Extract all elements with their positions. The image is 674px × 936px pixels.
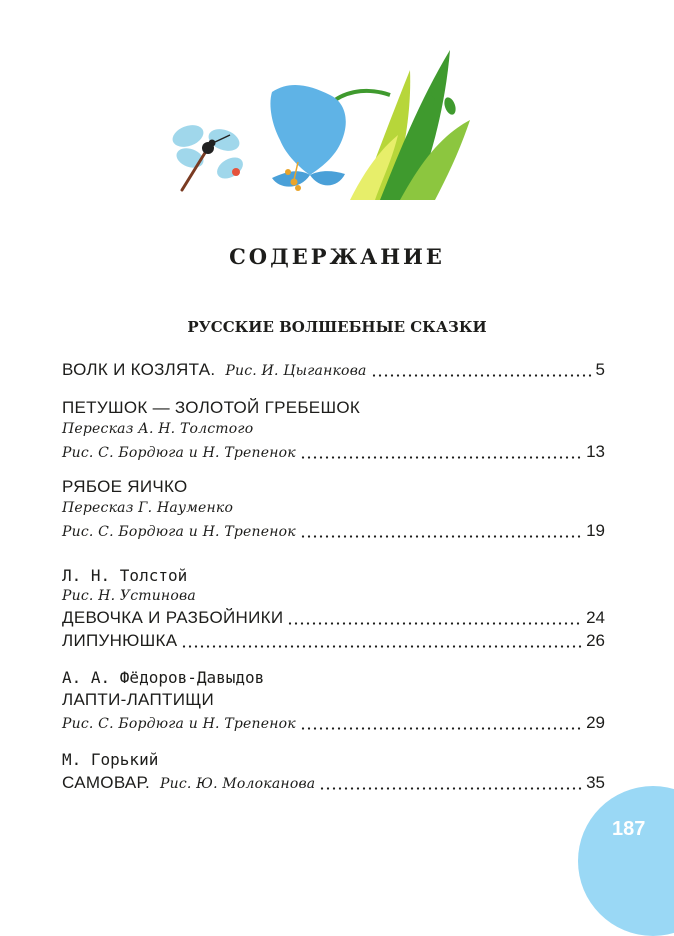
toc-entry-petushok-illus[interactable] (62, 442, 605, 464)
entry-illustrator: Рис. С. Бордюга и Н. Трепенок (62, 445, 296, 461)
entry-author: М. Горький (62, 750, 159, 769)
entry-page: 19 (586, 521, 605, 540)
dot-leader (300, 456, 582, 459)
toc-author-tolstoy (62, 566, 605, 588)
dot-leader (287, 622, 582, 625)
toc-entry-lapti-title[interactable] (62, 690, 605, 712)
entry-title: ПЕТУШОК — ЗОЛОТОЙ ГРЕБЕШОК (62, 398, 361, 417)
dot-leader (181, 645, 582, 648)
toc-entry-ryaboe-reteller (62, 500, 605, 522)
entry-title: ЛИПУНЮШКА (62, 631, 178, 650)
contents-heading: СОДЕРЖАНИЕ (229, 244, 445, 269)
entry-page: 29 (586, 713, 605, 732)
dragonfly-icon (170, 121, 247, 190)
grass-icon (350, 50, 470, 200)
dot-leader (319, 787, 582, 790)
toc-entry-devochka[interactable] (62, 608, 605, 630)
dot-leader (300, 535, 582, 538)
entry-page: 35 (586, 773, 605, 792)
toc-entry-lapti-illus[interactable] (62, 713, 605, 735)
toc-entry-volk[interactable] (62, 360, 605, 382)
entry-title: САМОВАР. (62, 773, 150, 792)
entry-author: А. А. Фёдоров-Давыдов (62, 668, 265, 687)
entry-reteller: Пересказ Г. Науменко (62, 500, 234, 516)
entry-author: Л. Н. Толстой (62, 566, 188, 585)
toc-entry-petushok-title[interactable] (62, 398, 605, 420)
entry-illustrator: Рис. С. Бордюга и Н. Трепенок (62, 524, 296, 540)
entry-title: РЯБОЕ ЯИЧКО (62, 477, 188, 496)
dot-leader (300, 727, 582, 730)
entry-illustrator: Рис. Н. Устинова (62, 588, 196, 604)
toc-entry-lipunyushka[interactable] (62, 631, 605, 653)
toc-entry-ryaboe-illus[interactable] (62, 521, 605, 543)
toc-entry-petushok-reteller (62, 421, 605, 443)
entry-title: ВОЛК И КОЗЛЯТА. (62, 360, 216, 379)
toc-author-gorky (62, 750, 605, 772)
section-title: РУССКИЕ ВОЛШЕБНЫЕ СКАЗКИ (187, 318, 487, 336)
entry-page: 5 (595, 360, 605, 379)
entry-page: 24 (586, 608, 605, 627)
entry-illustrator: Рис. С. Бордюга и Н. Трепенок (62, 716, 296, 732)
dot-leader (371, 374, 592, 377)
entry-page: 13 (586, 442, 605, 461)
entry-reteller: Пересказ А. Н. Толстого (62, 421, 254, 437)
entry-title: ЛАПТИ-ЛАПТИЩИ (62, 690, 214, 709)
decorative-illustration (160, 40, 490, 210)
page-number: 187 (612, 818, 646, 840)
toc-author-fedorov (62, 668, 605, 690)
entry-page: 26 (586, 631, 605, 650)
toc-entry-samovar[interactable] (62, 773, 605, 795)
entry-illustrator: Рис. И. Цыганкова (225, 363, 367, 379)
toc-tolstoy-illus (62, 588, 605, 610)
entry-title: ДЕВОЧКА И РАЗБОЙНИКИ (62, 608, 284, 627)
entry-illustrator: Рис. Ю. Молоканова (160, 776, 316, 792)
page-corner-tab (578, 786, 674, 936)
toc-entry-ryaboe-title[interactable] (62, 477, 605, 499)
